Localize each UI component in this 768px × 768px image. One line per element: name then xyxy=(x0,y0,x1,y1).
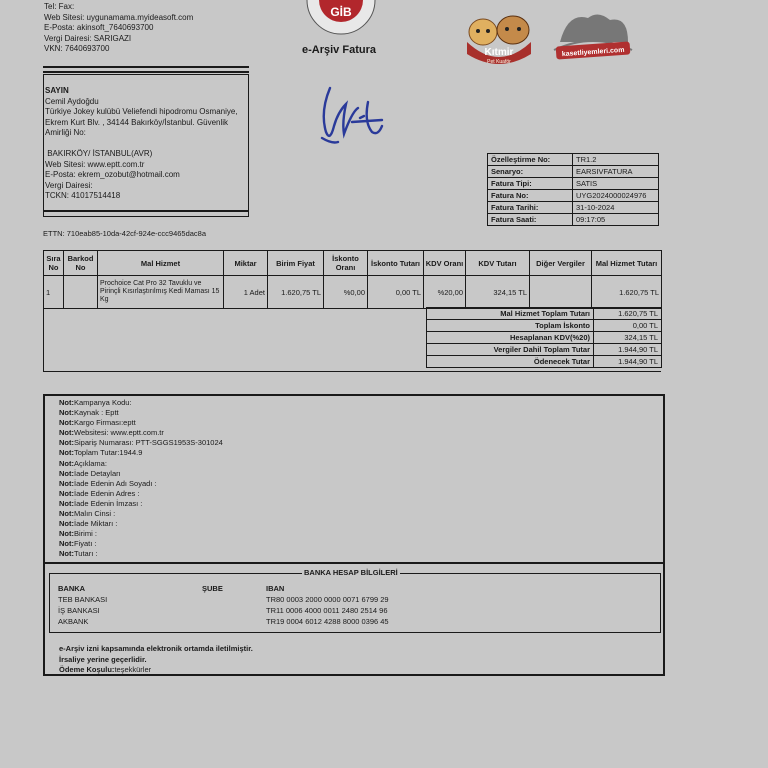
note-key: Not: xyxy=(59,498,74,508)
total-label: Hesaplanan KDV(%20) xyxy=(427,332,594,344)
note-value: İade Edenin Adres : xyxy=(74,488,140,498)
note-row xyxy=(59,519,223,529)
note-value: Toplam Tutar:1944.9 xyxy=(74,448,143,458)
bank-box xyxy=(49,568,661,633)
note-row xyxy=(59,398,223,408)
note-key: Not: xyxy=(59,488,74,498)
divider xyxy=(43,71,249,73)
bank-iban: TR80 0003 2000 0000 0071 6799 29 xyxy=(266,595,389,604)
kitmir-logo-text: Kıtmir xyxy=(484,47,514,58)
kitmir-logo-subtext: Pet Kuaför xyxy=(487,59,511,65)
note-row xyxy=(59,418,223,428)
document-title: e-Arşiv Fatura xyxy=(302,44,376,56)
info-row xyxy=(488,154,659,166)
bank-branch xyxy=(202,616,266,627)
column-header: ŞUBE xyxy=(202,584,223,593)
items-table xyxy=(43,250,662,309)
note-key: Not: xyxy=(59,509,74,519)
bank-name: İŞ BANKASI xyxy=(58,606,100,615)
note-value: Kargo Firması:eptt xyxy=(74,418,136,428)
info-row xyxy=(488,214,659,226)
note-value: Fiyatı : xyxy=(74,539,97,549)
note-row xyxy=(59,499,223,509)
payment-terms xyxy=(59,665,253,676)
column-header: Miktar xyxy=(224,251,268,276)
seller-line: Tel: Fax: xyxy=(44,2,75,11)
note-value: İade Edenin İmzası : xyxy=(74,498,143,508)
cell-mal-hizmet: Prochoice Cat Pro 32 Tavuklu ve Pirinçli Kısırlaştırılmış Kedi Maması 15 Kg xyxy=(98,276,224,309)
note-value: Malın Cinsi : xyxy=(74,509,116,519)
buyer-line: Ekrem Kurt Blv. , 34144 Bakırköy/İstanbul. Güvenlik xyxy=(45,117,229,127)
total-label: Mal Hizmet Toplam Tutarı xyxy=(427,308,594,320)
note-row xyxy=(59,428,223,438)
note-key: Not: xyxy=(59,468,74,478)
buyer-line xyxy=(45,139,247,150)
info-value: 09:17:05 xyxy=(573,214,659,226)
note-value: İade Edenin Adı Soyadı : xyxy=(74,478,157,488)
bank-title: BANKA HESAP BİLGİLERİ xyxy=(304,568,398,577)
note-key: Not: xyxy=(59,529,74,539)
note-value: Websitesi: www.eptt.com.tr xyxy=(74,428,164,438)
cell-kdv-tutari: 324,15 TL xyxy=(466,276,530,309)
divider xyxy=(43,66,249,68)
bank-branch xyxy=(202,605,266,616)
info-label: Özelleştirme No: xyxy=(488,154,573,166)
kasetli-logo xyxy=(548,6,638,68)
note-row xyxy=(59,549,223,559)
cell-iskonto-orani: %0,00 xyxy=(324,276,368,309)
invoice-info-table xyxy=(487,153,659,226)
buyer-line: Vergi Dairesi: xyxy=(45,180,93,190)
cell-kdv-orani: %20,00 xyxy=(424,276,466,309)
footer-line: e-Arşiv izni kapsamında elektronik ortamda iletilmiştir. xyxy=(59,644,253,653)
bank-table xyxy=(58,583,478,627)
table-row xyxy=(58,616,478,627)
notes-list xyxy=(59,398,223,560)
invoice-footer xyxy=(59,644,253,676)
buyer-line: E-Posta: ekrem_ozobut@hotmail.com xyxy=(45,170,180,179)
kitmir-logo xyxy=(459,12,539,68)
cell-barkod xyxy=(64,276,98,309)
divider xyxy=(43,210,249,212)
totals-table xyxy=(426,307,662,368)
note-row xyxy=(59,479,223,489)
column-header: KDV Tutarı xyxy=(466,251,530,276)
info-row xyxy=(488,166,659,178)
note-row xyxy=(59,438,223,448)
column-header: Mal Hizmet xyxy=(98,251,224,276)
note-key: Not: xyxy=(59,438,74,448)
buyer-box xyxy=(43,74,249,217)
buyer-heading: SAYIN xyxy=(45,86,69,95)
cell-birim-fiyat: 1.620,75 TL xyxy=(268,276,324,309)
seller-info xyxy=(44,2,264,55)
note-value: Tutarı : xyxy=(74,549,98,559)
totals-row xyxy=(427,344,662,356)
info-row xyxy=(488,190,659,202)
info-label: Fatura Saati: xyxy=(488,214,573,226)
seller-line: Vergi Dairesi: SARIGAZI xyxy=(44,33,132,43)
note-row xyxy=(59,408,223,418)
column-header: İskonto Oranı xyxy=(324,251,368,276)
total-value: 1.944,90 TL xyxy=(594,344,662,356)
totals-row xyxy=(427,332,662,344)
total-value: 0,00 TL xyxy=(594,320,662,332)
note-value: Birimi : xyxy=(74,529,97,539)
cell-iskonto-tutari: 0,00 TL xyxy=(368,276,424,309)
cell-diger-vergiler xyxy=(530,276,592,309)
payment-label: Ödeme Koşulu: xyxy=(59,665,115,674)
info-value: TR1.2 xyxy=(573,154,659,166)
footer-line: İrsaliye yerine geçerlidir. xyxy=(59,654,147,664)
total-value: 1.944,90 TL xyxy=(594,356,662,368)
info-row xyxy=(488,202,659,214)
info-value: SATIS xyxy=(573,178,659,190)
seller-line: Web Sitesi: uygunamama.myideasoft.com xyxy=(44,12,194,22)
column-header: KDV Oranı xyxy=(424,251,466,276)
note-key: Not: xyxy=(59,448,74,458)
totals-row xyxy=(427,356,662,368)
note-row xyxy=(59,459,223,469)
note-key: Not: xyxy=(59,519,74,529)
note-key: Not: xyxy=(59,549,74,559)
seller-line: VKN: 7640693700 xyxy=(44,44,110,53)
column-header: Birim Fiyat xyxy=(268,251,324,276)
signature xyxy=(312,82,392,148)
cell-mal-hizmet-tutari: 1.620,75 TL xyxy=(592,276,662,309)
bank-iban: TR11 0006 4000 0011 2480 2514 96 xyxy=(266,606,388,615)
bank-branch xyxy=(202,594,266,605)
note-key: Not: xyxy=(59,428,74,438)
note-row xyxy=(59,448,223,458)
info-row xyxy=(488,178,659,190)
buyer-line: Web Sitesi: www.eptt.com.tr xyxy=(45,159,145,169)
seller-line: E-Posta: akinsoft_7640693700 xyxy=(44,23,154,32)
total-value: 1.620,75 TL xyxy=(594,308,662,320)
info-value: UYG2024000024976 xyxy=(573,190,659,202)
note-key: Not: xyxy=(59,478,74,488)
payment-value: teşekkürler xyxy=(114,665,152,674)
table-row xyxy=(44,276,662,309)
notes-divider xyxy=(45,562,663,564)
totals-row xyxy=(427,320,662,332)
buyer-line: TCKN: 41017514418 xyxy=(45,191,121,200)
totals-row xyxy=(427,308,662,320)
bank-header-row xyxy=(58,583,478,594)
table-row xyxy=(58,594,478,605)
buyer-line: Cemil Aydoğdu xyxy=(45,96,99,106)
table-row xyxy=(58,605,478,616)
gib-logo-text: GİB xyxy=(330,5,352,19)
note-key: Not: xyxy=(59,418,74,428)
column-header: Barkod No xyxy=(64,251,98,276)
note-key: Not: xyxy=(59,458,74,468)
note-value: Kaynak : Eptt xyxy=(74,408,119,418)
note-value: İade Detayları xyxy=(74,468,121,478)
buyer-line: Türkiye Jokey kulübü Veliefendi hipodromu Osmaniye, xyxy=(45,107,238,116)
note-row xyxy=(59,469,223,479)
note-value: Açıklama: xyxy=(74,458,107,468)
total-label: Ödenecek Tutar xyxy=(427,356,594,368)
note-key: Not: xyxy=(59,398,74,407)
buyer-line: Amirliği No: xyxy=(45,128,86,137)
column-header: Sıra No xyxy=(44,251,64,276)
kasetli-logo-text: kasetliyemleri.com xyxy=(561,46,625,59)
total-value: 324,15 TL xyxy=(594,332,662,344)
note-row xyxy=(59,489,223,499)
gib-logo xyxy=(305,0,377,36)
total-label: Toplam İskonto xyxy=(427,320,594,332)
note-value: Sipariş Numarası: PTT-SGGS1953S-301024 xyxy=(74,438,223,448)
info-label: Senaryo: xyxy=(488,166,573,178)
info-label: Fatura Tipi: xyxy=(488,178,573,190)
items-header-row xyxy=(44,251,662,276)
info-value: EARSIVFATURA xyxy=(573,166,659,178)
note-value: Kampanya Kodu: xyxy=(74,398,132,407)
buyer-line: BAKIRKÖY/ İSTANBUL(AVR) xyxy=(45,149,153,158)
info-label: Fatura No: xyxy=(488,190,573,202)
column-header: IBAN xyxy=(266,584,285,593)
bank-iban: TR19 0004 6012 4288 8000 0396 45 xyxy=(266,617,389,626)
column-header: BANKA xyxy=(58,584,86,593)
note-key: Not: xyxy=(59,539,74,549)
info-label: Fatura Tarihi: xyxy=(488,202,573,214)
column-header: İskonto Tutarı xyxy=(368,251,424,276)
bank-name: TEB BANKASI xyxy=(58,595,108,604)
ettn: ETTN: 710eab85-10da-42cf-924e-ccc9465dac8a xyxy=(43,229,207,238)
column-header: Mal Hizmet Tutarı xyxy=(592,251,662,276)
info-value: 31-10-2024 xyxy=(573,202,659,214)
note-value: İade Miktarı : xyxy=(74,519,118,529)
cell-miktar: 1 Adet xyxy=(224,276,268,309)
bank-name: AKBANK xyxy=(58,617,89,626)
total-label: Vergiler Dahil Toplam Tutar xyxy=(427,344,594,356)
note-row xyxy=(59,529,223,539)
note-row xyxy=(59,539,223,549)
column-header: Diğer Vergiler xyxy=(530,251,592,276)
note-key: Not: xyxy=(59,408,74,418)
note-row xyxy=(59,509,223,519)
cell-sira: 1 xyxy=(44,276,64,309)
notes-box xyxy=(43,394,665,676)
